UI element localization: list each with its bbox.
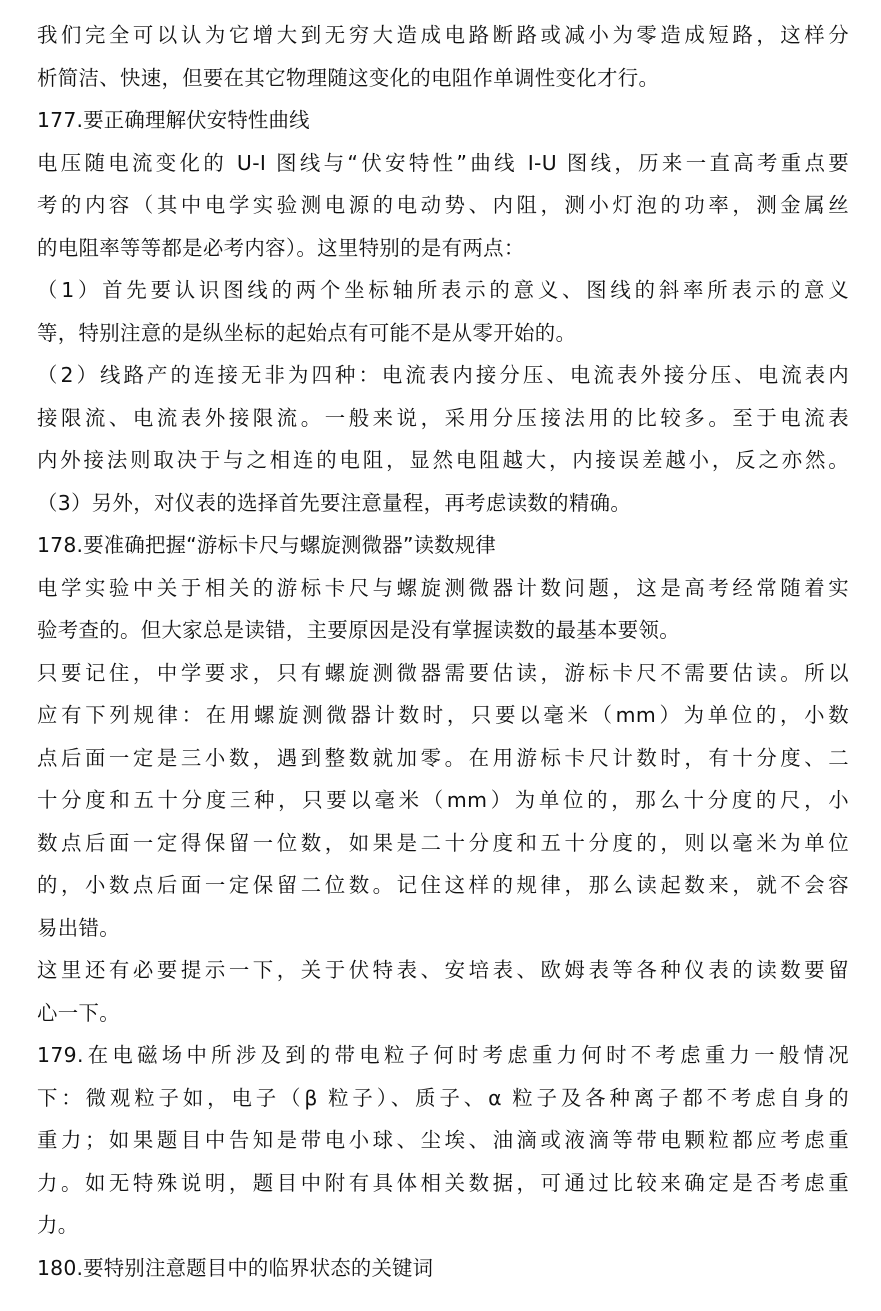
text-line: 数点后面一定得保留一位数，如果是二十分度和五十分度的，则以毫米为单位 xyxy=(37,830,849,855)
section-heading: 177.要正确理解伏安特性曲线 xyxy=(37,108,310,132)
text-line: 易出错。 xyxy=(37,915,120,940)
text-line: 的电阻率等等都是必考内容）。这里特别的是有两点： xyxy=(37,235,525,260)
text-line: 电压随电流变化的 U-I 图线与“伏安特性”曲线 I-U 图线，历来一直高考重点要 xyxy=(37,150,849,175)
text-line: 十分度和五十分度三种，只要以毫米（mm）为单位的，那么十分度的尺，小 xyxy=(37,788,849,812)
text-line: 179.在电磁场中所涉及到的带电粒子何时考虑重力何时不考虑重力一般情况 xyxy=(37,1043,849,1067)
text-line: 等，特别注意的是纵坐标的起始点有可能不是从零开始的。 xyxy=(37,320,577,345)
text-line: （1）首先要认识图线的两个坐标轴所表示的意义、图线的斜率所表示的意义 xyxy=(37,278,849,302)
text-line: （2）线路产的连接无非为四种：电流表内接分压、电流表外接分压、电流表内 xyxy=(37,363,849,387)
text-line: 这里还有必要提示一下，关于伏特表、安培表、欧姆表等各种仪表的读数要留 xyxy=(37,958,849,982)
text-line: 只要记住，中学要求，只有螺旋测微器需要估读，游标卡尺不需要估读。所以 xyxy=(37,660,849,685)
text-line: 我们完全可以认为它增大到无穷大造成电路断路或减小为零造成短路，这样分 xyxy=(37,23,849,47)
text-line: 的，小数点后面一定保留二位数。记住这样的规律，那么读起数来，就不会容 xyxy=(37,873,849,897)
text-line: 考的内容（其中电学实验测电源的电动势、内阻，测小灯泡的功率，测金属丝 xyxy=(37,193,849,217)
text-line: 力。如无特殊说明，题目中附有具体相关数据，可通过比较来确定是否考虑重 xyxy=(37,1170,849,1195)
text-line: （3）另外，对仪表的选择首先要注意量程，再考虑读数的精确。 xyxy=(37,490,632,515)
document-page xyxy=(37,14,849,1289)
text-line: 内外接法则取决于与之相连的电阻，显然电阻越大，内接误差越小，反之亦然。 xyxy=(37,448,849,472)
text-line: 心一下。 xyxy=(37,1000,120,1025)
text-line: 电学实验中关于相关的游标卡尺与螺旋测微器计数问题，这是高考经常随着实 xyxy=(37,575,849,600)
text-line: 下：微观粒子如，电子（β 粒子）、质子、α 粒子及各种离子都不考虑自身的 xyxy=(37,1085,849,1110)
section-heading: 178.要准确把握“游标卡尺与螺旋测微器”读数规律 xyxy=(37,533,496,557)
text-line: 应有下列规律：在用螺旋测微器计数时，只要以毫米（mm）为单位的，小数 xyxy=(37,703,849,727)
text-line: 点后面一定是三小数，遇到整数就加零。在用游标卡尺计数时，有十分度、二 xyxy=(37,745,849,770)
text-line: 力。 xyxy=(37,1213,79,1237)
text-line: 验考查的。但大家总是读错，主要原因是没有掌握读数的最基本要领。 xyxy=(37,618,680,642)
text-line: 析简洁、快速，但要在其它物理随这变化的电阻作单调性变化才行。 xyxy=(37,65,660,90)
text-line: 重力；如果题目中告知是带电小球、尘埃、油滴或液滴等带电颗粒都应考虑重 xyxy=(37,1128,849,1152)
section-heading: 180.要特别注意题目中的临界状态的关键词 xyxy=(37,1255,434,1280)
text-line: 接限流、电流表外接限流。一般来说，采用分压接法用的比较多。至于电流表 xyxy=(37,405,849,430)
